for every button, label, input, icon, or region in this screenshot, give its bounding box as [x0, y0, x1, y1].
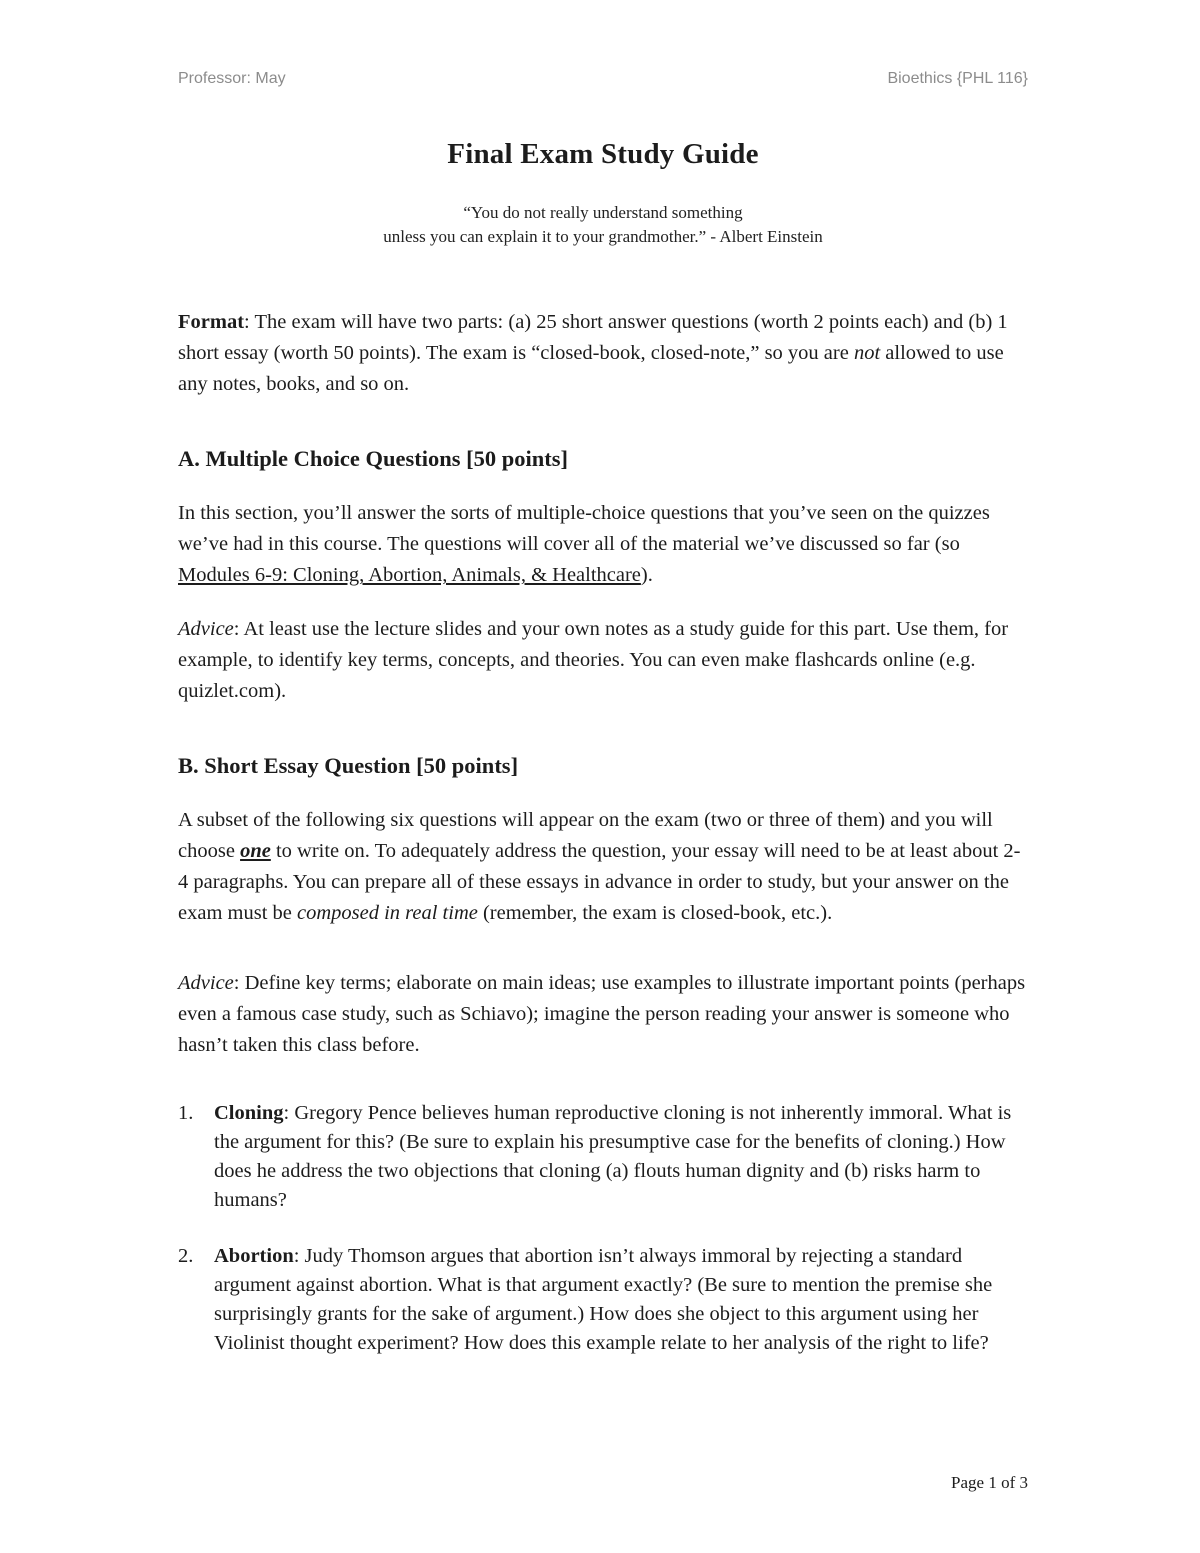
epigraph-line-1: “You do not really understand something: [463, 203, 743, 222]
section-b-intro-paragraph: A subset of the following six questions will appear on the exam (two or three of them) and you will choose one to write on. To adequately address the question, your essay will need to be at least about 2-4 paragraphs. You can prepare all of these essays in advance in order to study, but your answer on the exam must be composed in real time (remember, the exam is closed-book, etc.).: [178, 809, 1021, 925]
header-professor-label: Professor: May: [178, 70, 286, 87]
question-number: 2.: [178, 1244, 194, 1267]
section-a-advice-paragraph: Advice: At least use the lecture slides and your own notes as a study guide for this part. Use them, for example, to identify key terms, concepts, and theories. You can even make flashcards online (e.g. quizlet.com).: [178, 617, 1009, 702]
section-a-intro-paragraph: In this section, you’ll answer the sorts of multiple-choice questions that you’ve seen on the quizzes we’ve had in this course. The questions will cover all of the material we’ve discussed so far (so Modules 6-9: Cloning, Abortion, Animals, & Healthcare).: [178, 502, 990, 587]
question-text: Cloning: Gregory Pence believes human reproductive cloning is not inherently immoral. What is the argument for this? (Be sure to explain his presumptive case for the benefits of cloning.) How does he address the two objections that cloning (a) flouts human dignity and (b) risks harm to humans?: [214, 1102, 1012, 1212]
question-number: 1.: [178, 1102, 194, 1125]
epigraph-quote: [178, 201, 1028, 249]
section-a-heading: A. Multiple Choice Questions [50 points]: [178, 446, 569, 472]
section-b-advice-paragraph: Advice: Define key terms; elaborate on main ideas; use examples to illustrate important points (perhaps even a famous case study, such as Schiavo); imagine the person reading your answer is someone who hasn’t taken this class before.: [178, 971, 1026, 1056]
question-text: Abortion: Judy Thomson argues that abortion isn’t always immoral by rejecting a standard argument against abortion. What is that argument exactly? (Be sure to mention the premise she surprisingly grants for the sake of argument.) How does she object to this argument using her Violinist thought experiment? How does this example relate to her analysis of the right to life?: [214, 1244, 993, 1354]
essay-question-list: [178, 1099, 1028, 1358]
section-b-heading: B. Short Essay Question [50 points]: [178, 753, 519, 778]
essay-question-cloning: [178, 1099, 1028, 1215]
header-course-label: Bioethics {PHL 116}: [887, 70, 1028, 87]
epigraph-line-2: unless you can explain it to your grandmother.” - Albert Einstein: [383, 226, 823, 246]
essay-question-abortion: [178, 1242, 1028, 1358]
page-title: Final Exam Study Guide: [447, 138, 759, 170]
document-header: [178, 70, 1028, 88]
format-paragraph: Format: The exam will have two parts: (a) 25 short answer questions (worth 2 points each) and (b) 1 short essay (worth 50 points). The exam is “closed-book, closed-note,” so you are not allowed to use any notes, books, and so on.: [178, 310, 1008, 395]
page-number-footer: Page 1 of 3: [951, 1473, 1028, 1492]
